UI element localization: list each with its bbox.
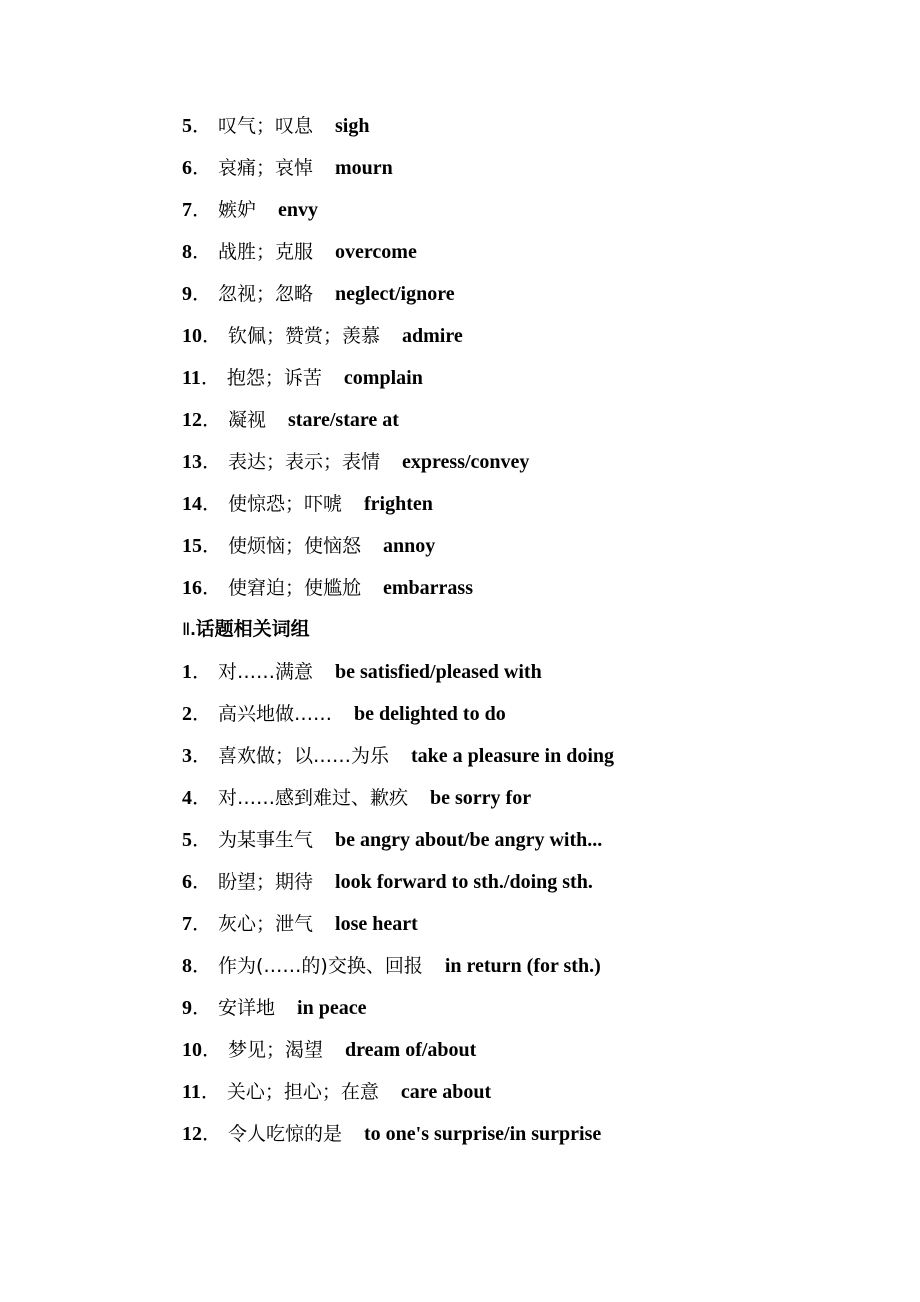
chinese-term: 抱怨；诉苦 [226, 367, 322, 389]
phrase-item [182, 945, 882, 987]
english-term: lose heart [335, 913, 418, 935]
english-term: express/convey [402, 451, 530, 473]
chinese-term: 对……满意 [218, 661, 314, 683]
vocab-item [182, 147, 882, 189]
english-term: be delighted to do [354, 703, 506, 725]
phrase-item [182, 903, 882, 945]
section-word-list [182, 105, 882, 609]
english-term: sigh [335, 115, 370, 137]
separator: ． [192, 199, 212, 221]
separator: ． [192, 703, 212, 725]
english-term: care about [400, 1081, 492, 1103]
chinese-term: 哀痛；哀悼 [218, 157, 314, 179]
chinese-term: 为某事生气 [218, 829, 314, 851]
separator: ． [202, 1039, 222, 1061]
separator: ． [192, 871, 212, 893]
separator: ． [192, 787, 212, 809]
item-number: 14 [182, 493, 202, 515]
chinese-term: 使惊恐；吓唬 [228, 493, 343, 515]
vocab-item [182, 567, 882, 609]
vocabulary-page [182, 105, 882, 1155]
english-term: be angry about/be angry with... [335, 829, 603, 851]
chinese-term: 喜欢做；以……为乐 [218, 745, 390, 767]
roman-numeral: Ⅱ [182, 620, 191, 639]
chinese-term: 高兴地做…… [218, 703, 333, 725]
english-term: neglect/ignore [335, 283, 455, 305]
english-term: embarrass [383, 577, 473, 599]
item-number: 11 [182, 367, 201, 389]
english-term: dream of/about [345, 1039, 477, 1061]
english-term: envy [278, 199, 319, 221]
chinese-term: 安详地 [218, 997, 276, 1019]
section-phrase-list [182, 651, 882, 1155]
separator: ． [192, 913, 212, 935]
vocab-item [182, 315, 882, 357]
english-term: in peace [297, 997, 367, 1019]
separator: ． [192, 661, 212, 683]
chinese-term: 忽视；忽略 [218, 283, 314, 305]
separator: ． [202, 493, 222, 515]
phrase-item [182, 987, 882, 1029]
phrase-item [182, 1071, 882, 1113]
item-number: 5 [182, 115, 192, 137]
vocab-item [182, 441, 882, 483]
item-number: 15 [182, 535, 202, 557]
item-number: 13 [182, 451, 202, 473]
item-number: 16 [182, 577, 202, 599]
phrase-item [182, 819, 882, 861]
item-number: 7 [182, 199, 192, 221]
item-number: 12 [182, 1123, 202, 1145]
english-term: complain [343, 367, 423, 389]
vocab-item [182, 273, 882, 315]
vocab-item [182, 399, 882, 441]
chinese-term: 盼望；期待 [218, 871, 314, 893]
phrase-item [182, 735, 882, 777]
english-term: mourn [335, 157, 393, 179]
chinese-term: 关心；担心；在意 [226, 1081, 379, 1103]
chinese-term: 钦佩；赞赏；羡慕 [228, 325, 381, 347]
item-number: 6 [182, 871, 192, 893]
english-term: take a pleasure in doing [411, 745, 615, 767]
item-number: 4 [182, 787, 192, 809]
separator: ． [202, 409, 222, 431]
phrase-item [182, 1029, 882, 1071]
separator: ． [192, 745, 212, 767]
item-number: 9 [182, 997, 192, 1019]
item-number: 3 [182, 745, 192, 767]
english-term: frighten [364, 493, 433, 515]
separator: ． [192, 997, 212, 1019]
english-term: look forward to sth./doing sth. [335, 871, 593, 893]
separator: ． [202, 535, 222, 557]
section-heading [182, 609, 882, 651]
phrase-item [182, 861, 882, 903]
item-number: 10 [182, 325, 202, 347]
english-term: annoy [383, 535, 436, 557]
chinese-term: 嫉妒 [218, 199, 257, 221]
item-number: 2 [182, 703, 192, 725]
chinese-term: 表达；表示；表情 [228, 451, 381, 473]
chinese-term: 梦见；渴望 [228, 1039, 324, 1061]
chinese-term: 叹气；叹息 [218, 115, 314, 137]
separator: ． [202, 577, 222, 599]
separator: ． [202, 1123, 222, 1145]
section-title: .话题相关词组 [190, 619, 310, 640]
phrase-item [182, 1113, 882, 1155]
english-term: be satisfied/pleased with [335, 661, 542, 683]
separator: ． [192, 283, 212, 305]
english-term: in return (for sth.) [444, 955, 601, 977]
item-number: 11 [182, 1081, 201, 1103]
item-number: 9 [182, 283, 192, 305]
separator: ． [192, 157, 212, 179]
chinese-term: 战胜；克服 [218, 241, 314, 263]
item-number: 10 [182, 1039, 202, 1061]
vocab-item [182, 189, 882, 231]
item-number: 8 [182, 955, 192, 977]
item-number: 12 [182, 409, 202, 431]
chinese-term: 使烦恼；使恼怒 [228, 535, 362, 557]
english-term: to one's surprise/in surprise [364, 1123, 602, 1145]
item-number: 5 [182, 829, 192, 851]
item-number: 1 [182, 661, 192, 683]
vocab-item [182, 105, 882, 147]
separator: ． [192, 241, 212, 263]
english-term: stare/stare at [288, 409, 399, 431]
vocab-item [182, 231, 882, 273]
separator: ． [202, 325, 222, 347]
chinese-term: 对……感到难过、歉疚 [218, 787, 409, 809]
separator: ． [200, 367, 221, 389]
vocab-item [182, 525, 882, 567]
vocab-item [182, 357, 882, 399]
english-term: admire [402, 325, 463, 347]
separator: ． [200, 1081, 221, 1103]
vocab-item [182, 483, 882, 525]
separator: ． [192, 829, 212, 851]
english-term: overcome [335, 241, 417, 263]
phrase-item [182, 651, 882, 693]
item-number: 6 [182, 157, 192, 179]
item-number: 7 [182, 913, 192, 935]
chinese-term: 作为(……的)交换、回报 [218, 955, 423, 977]
phrase-item [182, 693, 882, 735]
phrase-item [182, 777, 882, 819]
chinese-term: 令人吃惊的是 [228, 1123, 343, 1145]
separator: ． [202, 451, 222, 473]
chinese-term: 凝视 [228, 409, 267, 431]
separator: ． [192, 955, 212, 977]
chinese-term: 灰心；泄气 [218, 913, 314, 935]
separator: ． [192, 115, 212, 137]
chinese-term: 使窘迫；使尴尬 [228, 577, 362, 599]
english-term: be sorry for [430, 787, 532, 809]
item-number: 8 [182, 241, 192, 263]
